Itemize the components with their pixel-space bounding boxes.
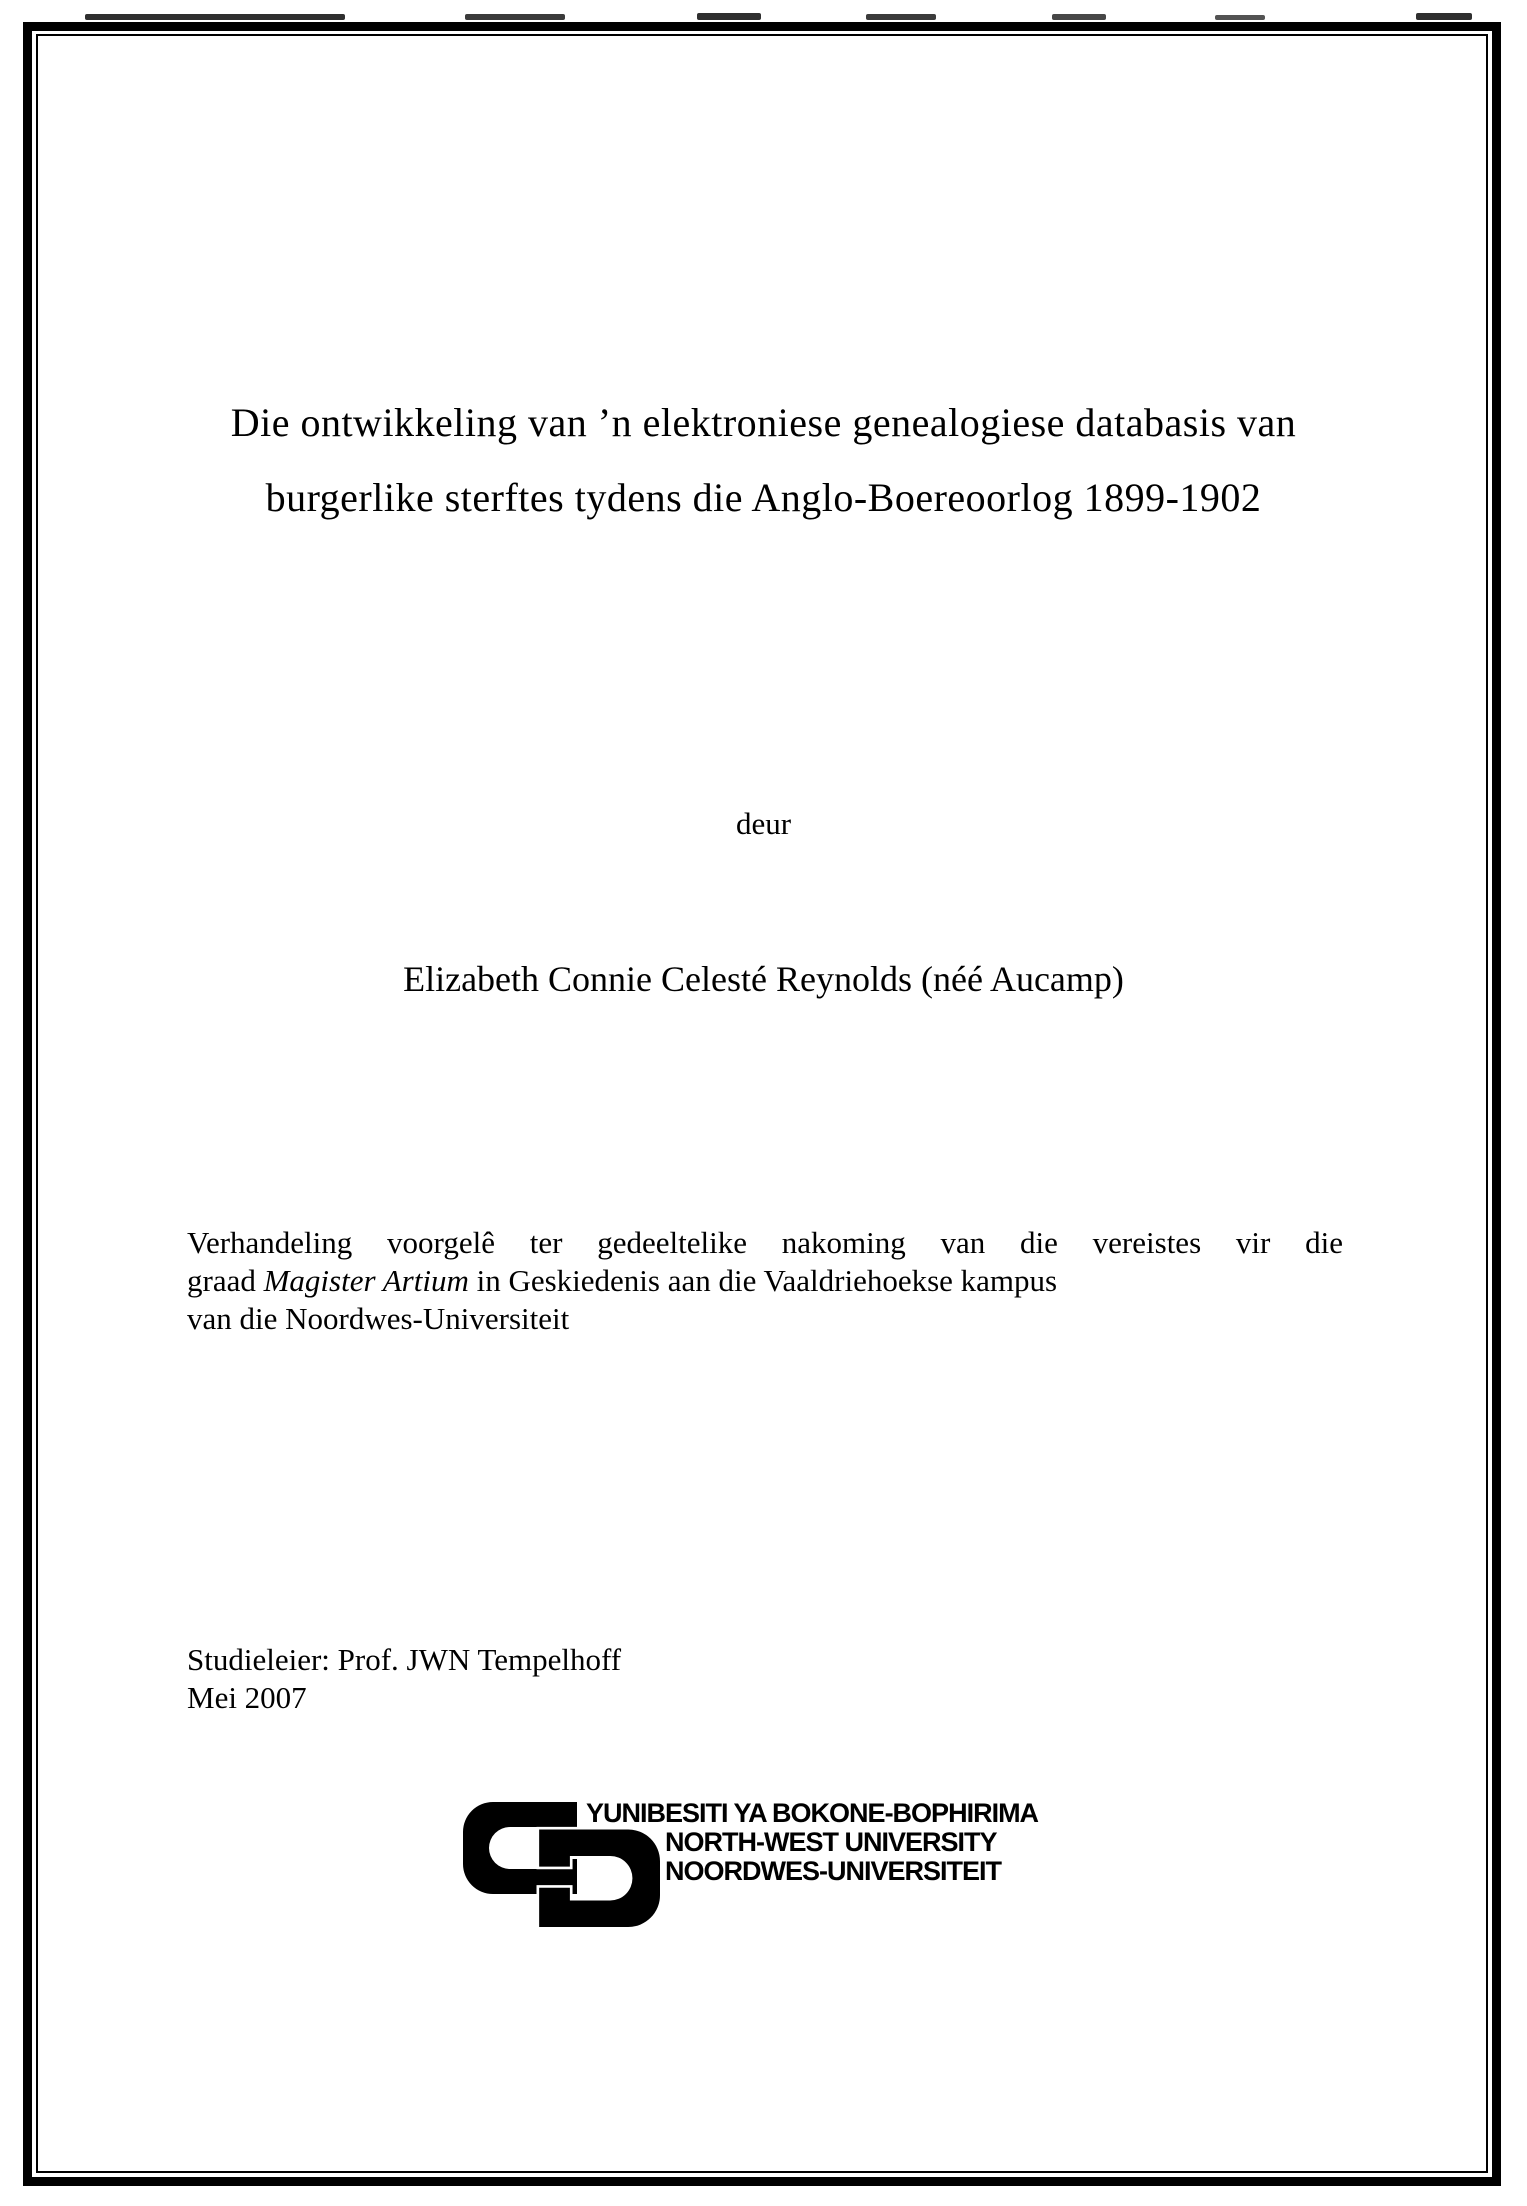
scan-artifact bbox=[697, 13, 761, 20]
degree-statement-line1: Verhandeling voorgelê ter gedeeltelike nakoming van die vereistes vir die bbox=[187, 1225, 1343, 1260]
logo-text-setswana: YUNIBESITI YA BOKONE-BOPHIRIMA bbox=[586, 1798, 1039, 1828]
scan-artifact bbox=[465, 14, 565, 20]
logo-text-afrikaans: NOORDWES-UNIVERSITEIT bbox=[665, 1856, 1002, 1886]
degree-statement-line2-pre: graad bbox=[187, 1263, 264, 1298]
supervisor-line: Studieleier: Prof. JWN Tempelhoff bbox=[187, 1642, 622, 1677]
scan-artifact bbox=[866, 14, 936, 20]
thesis-title-line2: burgerlike sterftes tydens die Anglo-Boereoorlog 1899-1902 bbox=[265, 475, 1262, 520]
scan-artifact bbox=[1215, 15, 1265, 20]
degree-name-italic: Magister Artium bbox=[263, 1263, 469, 1298]
degree-statement-line2-post: in Geskiedenis aan die Vaaldriehoekse kampus bbox=[468, 1263, 1058, 1298]
thesis-title-line1: Die ontwikkeling van ’n elektroniese genealogiese databasis van bbox=[230, 400, 1297, 445]
author-name: Elizabeth Connie Celesté Reynolds (néé Aucamp) bbox=[403, 959, 1124, 999]
degree-statement bbox=[187, 1224, 1343, 1338]
logo-text-english: NORTH-WEST UNIVERSITY bbox=[665, 1827, 997, 1857]
degree-statement-line2 bbox=[187, 1262, 1343, 1300]
scan-artifact bbox=[85, 14, 345, 20]
scan-artifact bbox=[1416, 13, 1472, 20]
university-logo-text bbox=[586, 1799, 1038, 1886]
degree-statement-line3: van die Noordwes-Universiteit bbox=[187, 1301, 570, 1336]
byline-deur: deur bbox=[735, 806, 792, 841]
date-line: Mei 2007 bbox=[187, 1680, 307, 1715]
scan-artifact bbox=[1052, 14, 1106, 20]
